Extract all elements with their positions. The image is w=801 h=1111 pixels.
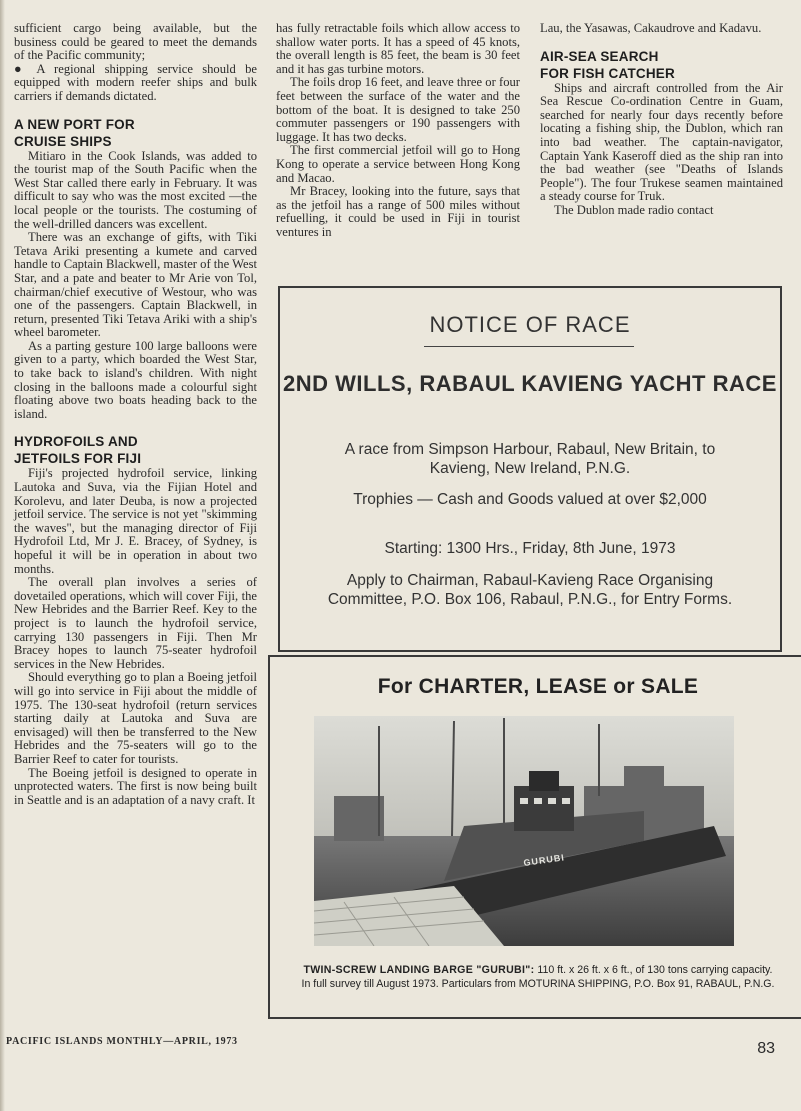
page-number: 83 bbox=[757, 1040, 775, 1057]
landing-barge-photo bbox=[314, 716, 734, 946]
paragraph: Mr Bracey, looking into the future, says that as the jetfoil has a range of 500 miles without refuelling, it could be used in Fiji in tourist ventures in bbox=[276, 184, 520, 239]
race-start-time: Starting: 1300 Hrs., Friday, 8th June, 1973 bbox=[384, 540, 676, 557]
paragraph: There was an exchange of gifts, with Tiki Tetava Ariki presenting a kumete and carved handle to Captain Blackwell, master of the West Star, and a pate and beater to Mr Arie von Tol, chairman/chief executive of Westour, who was one of the passengers. Captain Blackwell, in return, presented Tiki Tetava Ariki with a ship's wheel barometer. bbox=[14, 230, 257, 340]
paragraph: sufficient cargo being available, but the business could be geared to meet the demands of the Pacific community; bbox=[14, 21, 257, 63]
notice-of-race-advert bbox=[278, 286, 782, 652]
page-footer: PACIFIC ISLANDS MONTHLY—APRIL, 1973 bbox=[6, 1036, 238, 1047]
paragraph: The foils drop 16 feet, and leave three or four feet between the surface of the water and the bottom of the boat. It is designed to take 250 commuter passengers or 190 passengers with luggage. It has two decks. bbox=[276, 75, 520, 144]
caption-lead: TWIN-SCREW LANDING BARGE "GURUBI": bbox=[303, 964, 535, 976]
race-description: A race from Simpson Harbour, Rabaul, New Britain, to Kavieng, New Ireland, P.N.G. bbox=[344, 441, 716, 477]
race-name: 2ND WILLS, RABAUL KAVIENG YACHT RACE bbox=[283, 371, 777, 396]
column-3 bbox=[540, 22, 783, 218]
charter-caption bbox=[298, 963, 778, 991]
barge-hull-name: GURUBI bbox=[522, 852, 566, 868]
charter-title: For CHARTER, LEASE or SALE bbox=[377, 675, 699, 698]
title-underline bbox=[424, 346, 634, 347]
caption-details: 110 ft. x 26 ft. x 6 ft., of 130 tons carrying capacity. In full survey till August 1973. Particulars from MOTURINA SHIPPING, P.O. Box 91, RABAUL, P.N.G. bbox=[301, 964, 775, 990]
section-heading-new-port: A NEW PORT FOR CRUISE SHIPS bbox=[14, 116, 135, 149]
paragraph: The Dublon made radio contact bbox=[554, 202, 714, 217]
bullet-paragraph: ● A regional shipping service should be equipped with modern reefer ships and bulk carriers if demands dictated. bbox=[14, 61, 257, 103]
race-notice-title: NOTICE OF RACE bbox=[429, 312, 631, 337]
paragraph: As a parting gesture 100 large balloons were given to a party, which boarded the West Star, to take back to island's children. With night closing in the balloons made a colourful sight floating above two boats heading back to the island. bbox=[14, 338, 257, 421]
race-apply-info: Apply to Chairman, Rabaul-Kavieng Race Organising Committee, P.O. Box 106, Rabaul, P.N.G., for Entry Forms. bbox=[327, 572, 733, 608]
section-heading-air-sea-search: AIR-SEA SEARCH FOR FISH CATCHER bbox=[540, 48, 675, 81]
column-2 bbox=[276, 22, 520, 240]
paragraph: The Boeing jetfoil is designed to operate in unprotected waters. The first is now being built in Seattle and is an adaptation of a navy craft. It bbox=[14, 765, 257, 807]
paragraph: Should everything go to plan a Boeing jetfoil will go into service in Fiji about the middle of 1975. The 130-seat hydrofoil (return services starting daily at Lautoka and Suva are envisaged) will then be transferred to the New Hebrides and the 75-seaters will go to the Barrier Reef to cater for tourists. bbox=[14, 670, 257, 766]
section-heading-hydrofoils: HYDROFOILS AND JETFOILS FOR FIJI bbox=[14, 434, 142, 467]
paragraph: The first commercial jetfoil will go to Hong Kong to operate a service between Hong Kong and Macao. bbox=[276, 143, 520, 185]
paragraph: Ships and aircraft controlled from the Air Sea Rescue Co-ordination Centre in Guam, searched for nearly four days recently before locating a fishing ship, the Dublon, which ran into bad weather. The captain-navigator, Captain Yank Kaseroff died as the ship ran into the bad weather (see "Deaths of Islands People"). The four Trukese seamen maintained a steady course for Truk. bbox=[540, 80, 783, 204]
column-1 bbox=[14, 22, 257, 807]
paragraph: Mitiaro in the Cook Islands, was added to the tourist map of the South Pacific when the West Star called there early in February. It was difficult to say who was the most excited —the local people or the tourists. The costuming of the well-drilled dancers was excellent. bbox=[14, 148, 257, 231]
paragraph: has fully retractable foils which allow access to shallow water ports. It has a speed of 45 knots, the overall length is 85 feet, the beam is 30 feet and it has gas turbine motors. bbox=[276, 21, 520, 76]
page-edge-shadow bbox=[0, 0, 5, 1111]
paragraph: The overall plan involves a series of dovetailed operations, which will cover Fiji, the New Hebrides and the Barrier Reef. Key to the project is to launch the hydrofoil service, carrying 130 passengers in Fiji. Then Mr Bracey hopes to launch 75-seater hydrofoil services in the New Hebrides. bbox=[14, 575, 257, 671]
paragraph: Fiji's projected hydrofoil service, linking Lautoka and Suva, via the Fijian Hotel and Korolevu, and later Deuba, is now a projected jetfoil service. The service is not yet "skimming the waves", but the managing director of Fiji Hydrofoil Ltd, Mr J. E. Bracey, of Sydney, is hopeful it will be in operation in about two months. bbox=[14, 466, 257, 576]
race-trophies: Trophies — Cash and Goods valued at over $2,000 bbox=[353, 491, 707, 508]
paragraph: Lau, the Yasawas, Cakaudrove and Kadavu. bbox=[540, 21, 762, 35]
charter-advert bbox=[268, 655, 801, 1019]
